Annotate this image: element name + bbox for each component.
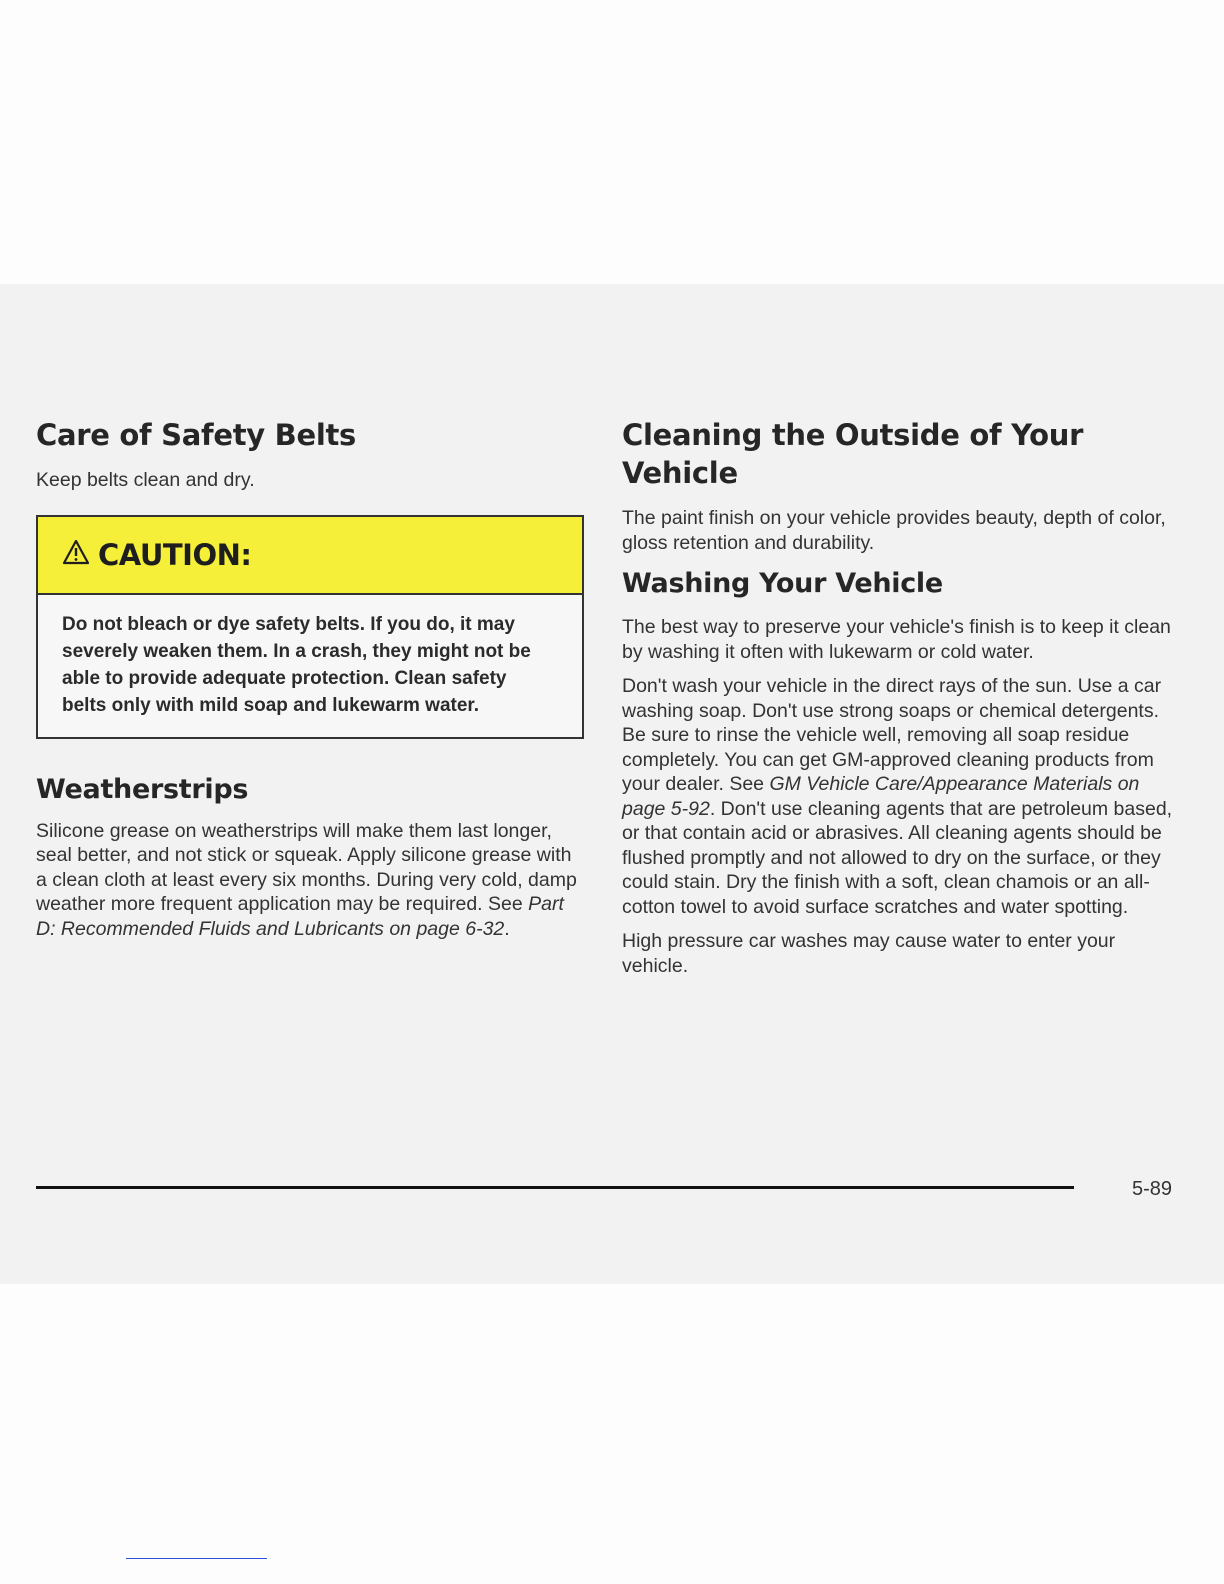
caution-box [36,515,584,739]
caution-header [38,517,582,595]
page-number: 5-89 [1132,1178,1173,1200]
washing-paragraph-2 [622,674,1178,919]
safety-belts-intro: Keep belts clean and dry. [36,469,255,491]
cleaning-outside-heading: Cleaning the Outside of Your Vehicle [622,418,1084,490]
washing-paragraph-3: High pressure car washes may cause water to enter your vehicle. [622,930,1116,977]
weatherstrips-text: Silicone grease on weatherstrips will make them last longer, seal better, and not stick or squeak. Apply silicone grease with a clean cloth at least every six months. During very cold, damp weather more frequent application may be required. See [36,819,577,915]
washing-reference-link[interactable]: GM Vehicle Care/Appearance Materials on page 5-92 [622,773,1140,820]
weatherstrips-heading: Weatherstrips [36,773,249,805]
washing-paragraph-1: The best way to preserve your vehicle's finish is to keep it clean by washing it often with lukewarm or cold water. [622,616,1171,663]
caution-body: Do not bleach or dye safety belts. If you do, it may severely weaken them. In a crash, they might not be able to provide adequate protection. Clean safety belts only with mild soap and lukewarm water. [62,613,531,716]
washing-heading: Washing Your Vehicle [622,568,943,599]
left-column [36,416,584,941]
washing-p2-start: Don't wash your vehicle in the direct rays of the sun. Use a car washing soap. Don't use strong soaps or chemical detergents. Be sure to rinse the vehicle well, removing all soap residue completely. You can get GM-approved cleaning products from your dealer. See [622,675,1162,795]
warning-triangle-icon [62,539,90,570]
bottom-decorative-line [126,1558,267,1559]
caution-title: CAUTION: [98,537,252,572]
washing-p2-end: . Don't use cleaning agents that are petroleum based, or that contain acid or abrasives. All cleaning agents should be flushed promptly and not allowed to dry on the surface, or they could stain. Dry the finish with a soft, clean chamois or an all-cotton towel to avoid surface scratches and water spotting. [622,797,1173,918]
weatherstrips-end: . [504,917,510,940]
cleaning-outside-body: The paint finish on your vehicle provides beauty, depth of color, gloss retention and durability. [622,507,1166,554]
right-column [622,416,1178,978]
safety-belts-heading: Care of Safety Belts [36,418,356,452]
footer-rule [36,1186,1074,1189]
weatherstrips-reference-link[interactable]: Part D: Recommended Fluids and Lubricants on page 6-32 [36,893,564,940]
weatherstrips-body [36,819,584,942]
